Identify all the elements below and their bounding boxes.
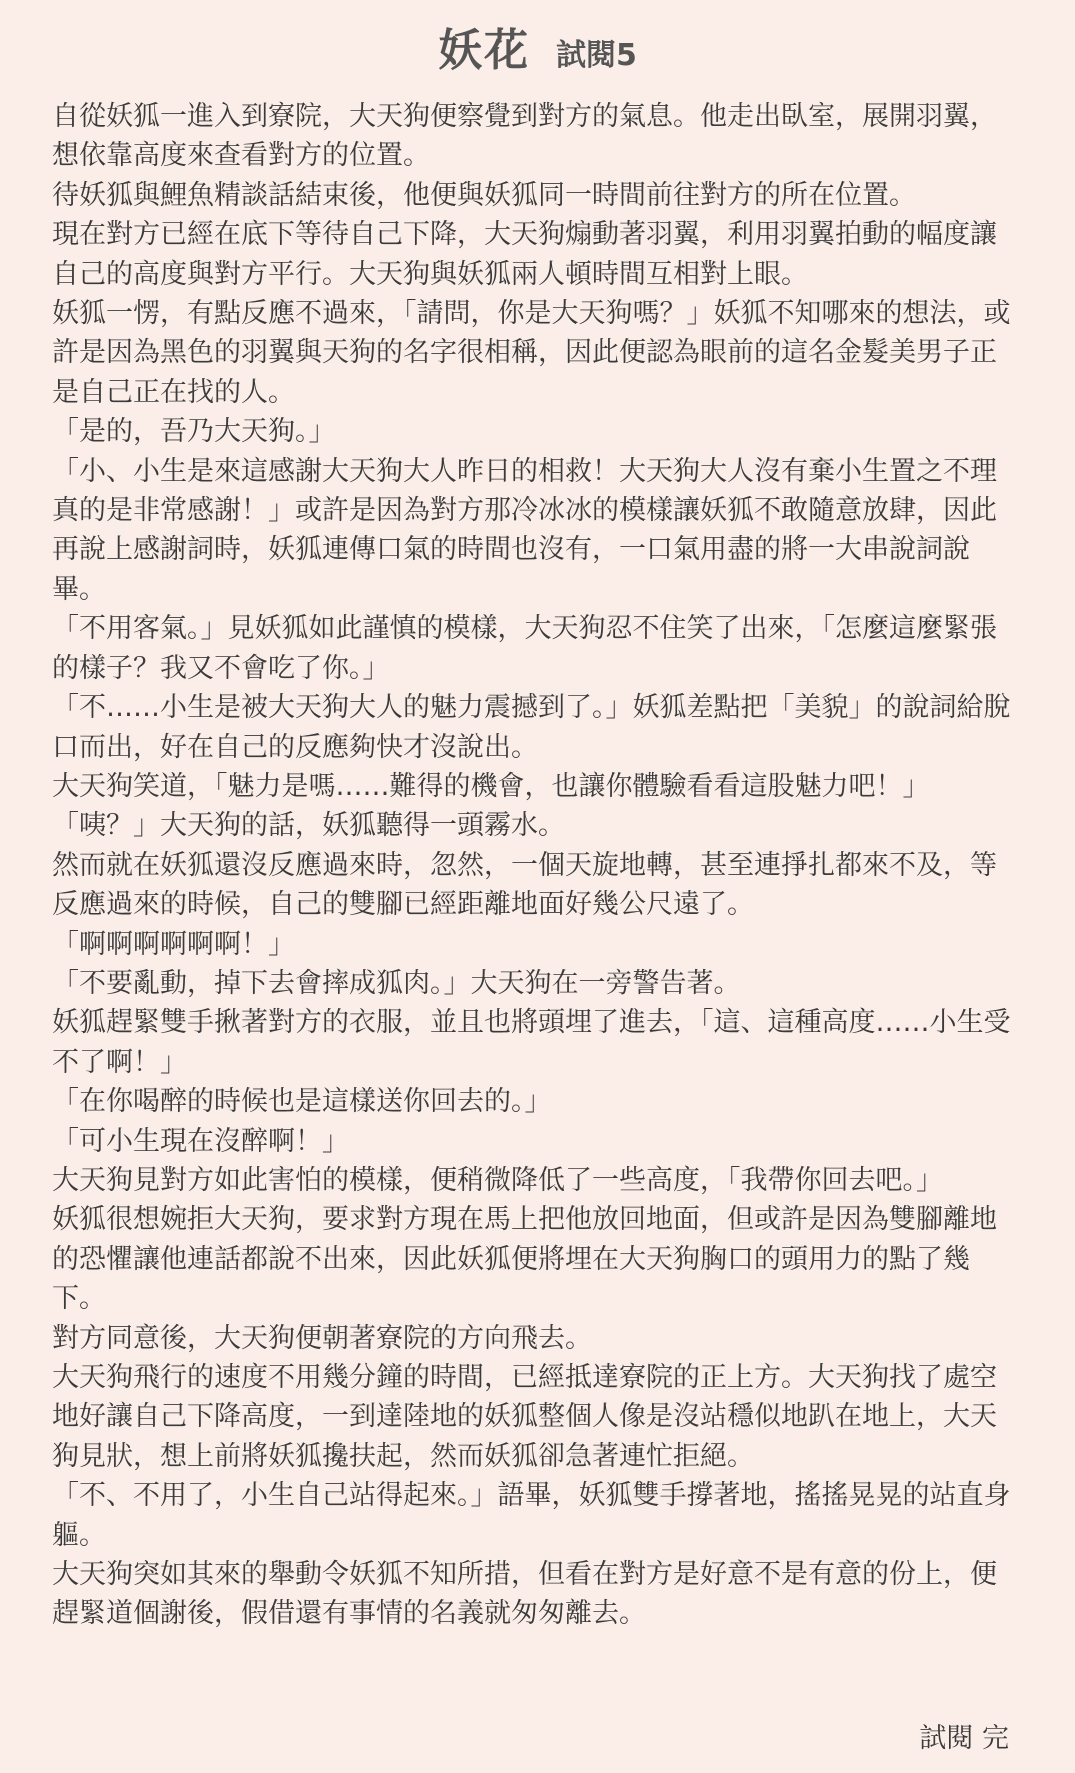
paragraph: 「是的，吾乃大天狗。」 [52, 416, 336, 448]
paragraph: 「啊啊啊啊啊啊！」 [52, 928, 295, 960]
story-body [52, 97, 1022, 1634]
paragraph: 待妖狐與鯉魚精談話結束後，他便與妖狐同一時間前往對方的所在位置。 [52, 179, 916, 211]
paragraph: 「小、小生是來這感謝大天狗大人昨日的相救！大天狗大人沒有棄小生置之不理真的是非常感謝！」或許是因為對方那冷冰冰的模樣讓妖狐不敢隨意放肆，因此再說上感謝詞時，妖狐連傳口氣的時間也沒有，一口氣用盡的將一大串說詞說畢。 [52, 455, 997, 605]
paragraph: 妖狐一愣，有點反應不過來，「請問，你是大天狗嗎？」妖狐不知哪來的想法，或許是因為黑色的羽翼與天狗的名字很相稱，因此便認為眼前的這名金髮美男子正是自己正在找的人。 [52, 298, 1011, 408]
paragraph: 大天狗見對方如此害怕的模樣，便稍微降低了一些高度，「我帶你回去吧。」 [52, 1164, 943, 1196]
paragraph: 「不要亂動，掉下去會摔成狐肉。」大天狗在一旁警告著。 [52, 967, 741, 999]
paragraph: 妖狐很想婉拒大天狗，要求對方現在馬上把他放回地面，但或許是因為雙腳離地的恐懼讓他連話都說不出來，因此妖狐便將埋在大天狗胸口的頭用力的點了幾下。 [52, 1204, 997, 1315]
paragraph: 大天狗飛行的速度不用幾分鐘的時間，已經抵達寮院的正上方。大天狗找了處空地好讓自己下降高度，一到達陸地的妖狐整個人像是沒站穩似地趴在地上，大天狗見狀，想上前將妖狐攙扶起，然而妖狐卻急著連忙拒絕。 [52, 1362, 997, 1472]
paragraph: 現在對方已經在底下等待自己下降，大天狗煽動著羽翼，利用羽翼拍動的幅度讓自己的高度與對方平行。大天狗與妖狐兩人頓時間互相對上眼。 [52, 219, 997, 290]
title-row [0, 14, 1075, 74]
paragraph: 大天狗笑道，「魅力是嗎……難得的機會，也讓你體驗看看這股魅力吧！」 [52, 770, 930, 802]
paragraph: 「不……小生是被大天狗大人的魅力震撼到了。」妖狐差點把「美貌」的說詞給脫口而出，好在自己的反應夠快才沒說出。 [52, 692, 1011, 763]
page-title: 妖花 [438, 25, 531, 76]
paragraph: 對方同意後，大天狗便朝著寮院的方向飛去。 [52, 1322, 592, 1354]
paragraph: 「在你喝醉的時候也是這樣送你回去的。」 [52, 1086, 552, 1118]
end-of-preview-note: 試閱 完 [919, 1723, 1009, 1754]
paragraph: 「不用客氣。」見妖狐如此謹慎的模樣，大天狗忍不住笑了出來，「怎麼這麼緊張的樣子？我又不會吃了你。」 [52, 613, 997, 684]
paragraph: 大天狗突如其來的舉動令妖狐不知所措，但看在對方是好意不是有意的份上，便趕緊道個謝後，假借還有事情的名義就匆匆離去。 [52, 1559, 997, 1630]
page-subtitle: 試閱5 [556, 38, 637, 73]
paragraph: 自從妖狐一進入到寮院，大天狗便察覺到對方的氣息。他走出臥室，展開羽翼，想依靠高度來查看對方的位置。 [52, 101, 997, 172]
paragraph: 妖狐趕緊雙手揪著對方的衣服，並且也將頭埋了進去，「這、這種高度……小生受不了啊！」 [52, 1007, 1011, 1078]
paragraph: 「不、不用了，小生自己站得起來。」語畢，妖狐雙手撐著地，搖搖晃晃的站直身軀。 [52, 1480, 1011, 1551]
paragraph: 「咦？」大天狗的話，妖狐聽得一頭霧水。 [52, 810, 565, 842]
paragraph: 然而就在妖狐還沒反應過來時，忽然，一個天旋地轉，甚至連掙扎都來不及，等反應過來的時候，自己的雙腳已經距離地面好幾公尺遠了。 [52, 849, 997, 921]
paragraph: 「可小生現在沒醉啊！」 [52, 1125, 349, 1157]
